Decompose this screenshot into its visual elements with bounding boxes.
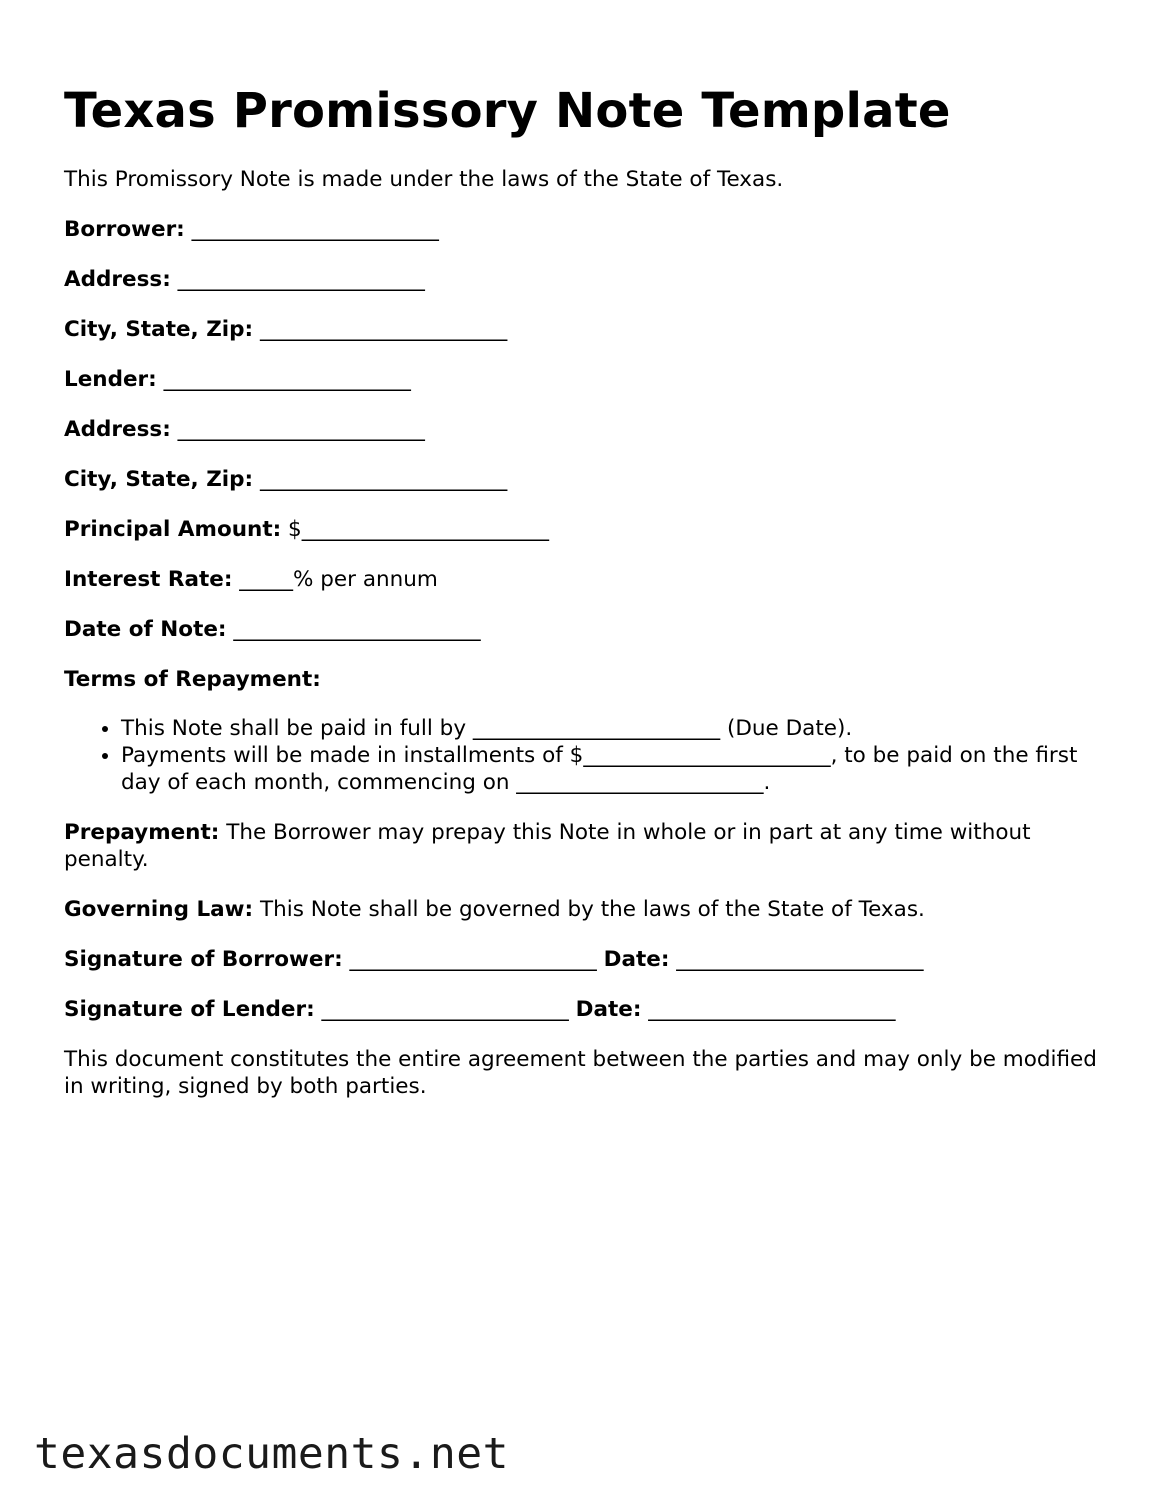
signature-label: Signature of Borrower: — [64, 947, 343, 972]
document-page — [64, 84, 1104, 1100]
field-principal-amount — [64, 516, 1104, 543]
date-blank: _______________________ — [641, 997, 896, 1022]
field-label: City, State, Zip: — [64, 317, 254, 342]
field-date-of-note — [64, 616, 1104, 643]
field-label: Borrower: — [64, 217, 185, 242]
field-lender-address — [64, 416, 1104, 443]
list-item: • Payments will be made in installments of $_______________________, to be paid on the first day of each month, commencing on _______________________. — [121, 742, 1104, 796]
list-item: • This Note shall be paid in full by _______________________ (Due Date). — [121, 715, 1104, 742]
site-watermark: texasdocuments.net — [34, 1429, 509, 1479]
field-blank: _______________________ — [253, 467, 508, 492]
field-label: City, State, Zip: — [64, 467, 254, 492]
field-blank: _______________________ — [226, 617, 481, 642]
date-label: Date: — [603, 947, 670, 972]
clause-label: Governing Law: — [64, 897, 254, 922]
signature-label: Signature of Lender: — [64, 997, 315, 1022]
clause-label: Prepayment: — [64, 820, 220, 845]
terms-list — [64, 715, 1104, 796]
clause-text: This Note shall be governed by the laws of the State of Texas. — [253, 897, 925, 922]
field-label: Principal Amount: — [64, 517, 282, 542]
signature-lender-line — [64, 996, 1104, 1023]
field-blank: _______________________ — [170, 417, 425, 442]
field-blank: _______________________ — [156, 367, 411, 392]
field-borrower — [64, 216, 1104, 243]
prepayment-clause — [64, 819, 1104, 873]
field-label: Interest Rate: — [64, 567, 233, 592]
signature-blank: _______________________ — [342, 947, 604, 972]
field-blank: _____% per annum — [232, 567, 438, 592]
field-blank: $_______________________ — [281, 517, 549, 542]
field-borrower-city-state-zip — [64, 316, 1104, 343]
date-label: Date: — [575, 997, 642, 1022]
closing-statement: This document constitutes the entire agreement between the parties and may only be modified in writing, signed by both parties. — [64, 1047, 1097, 1099]
terms-heading: Terms of Repayment: — [64, 667, 321, 692]
signature-borrower-line — [64, 946, 1104, 973]
field-label: Address: — [64, 267, 171, 292]
field-borrower-address — [64, 266, 1104, 293]
field-blank: _______________________ — [253, 317, 508, 342]
field-label: Lender: — [64, 367, 157, 392]
field-label: Address: — [64, 417, 171, 442]
field-interest-rate — [64, 566, 1104, 593]
field-blank: _______________________ — [170, 267, 425, 292]
signature-blank: _______________________ — [314, 997, 576, 1022]
date-blank: _______________________ — [669, 947, 924, 972]
governing-law-clause — [64, 896, 1104, 923]
field-lender — [64, 366, 1104, 393]
intro-text: This Promissory Note is made under the laws of the State of Texas. — [64, 167, 784, 192]
field-blank: _______________________ — [184, 217, 439, 242]
document-title: Texas Promissory Note Template — [64, 83, 951, 139]
field-lender-city-state-zip — [64, 466, 1104, 493]
clause-text: The Borrower may prepay this Note in whole or in part at any time without penalty. — [64, 820, 1031, 872]
field-label: Date of Note: — [64, 617, 227, 642]
